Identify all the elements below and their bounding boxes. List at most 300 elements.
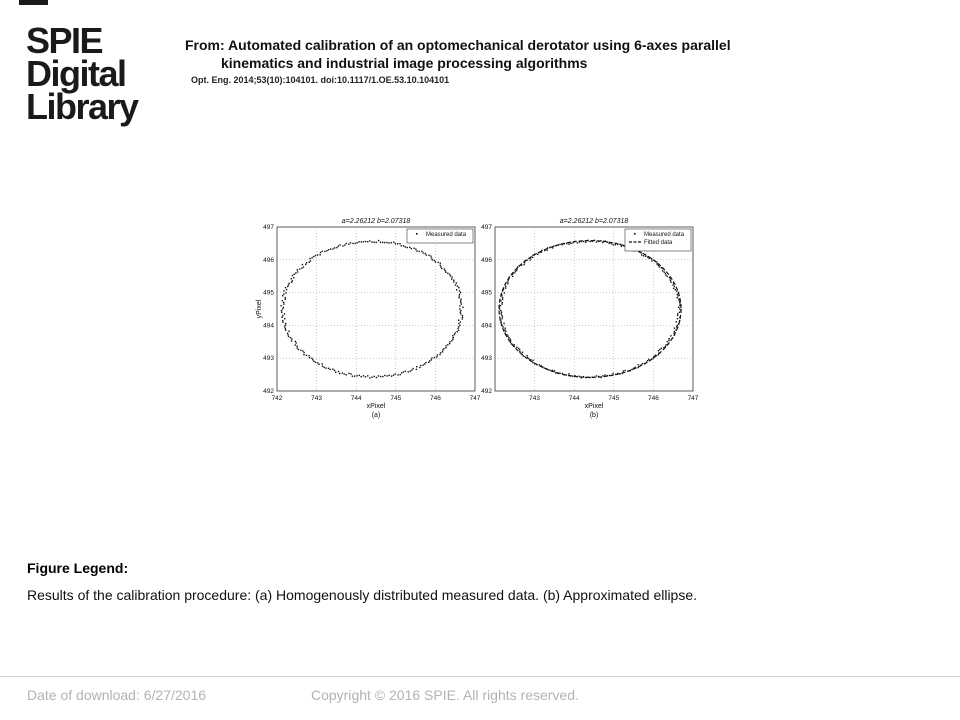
measured-data-point — [502, 302, 503, 303]
measured-data-point — [282, 300, 283, 301]
measured-data-point — [285, 325, 286, 326]
measured-data-point — [283, 294, 284, 295]
measured-data-point — [415, 249, 416, 250]
measured-data-point — [677, 315, 678, 316]
measured-data-point — [500, 305, 501, 306]
measured-data-point — [504, 329, 505, 330]
measured-data-point — [380, 242, 381, 243]
measured-data-point — [676, 321, 677, 322]
measured-data-point — [412, 368, 413, 369]
measured-data-point — [409, 247, 410, 248]
measured-data-point — [677, 313, 678, 314]
y-tick-label: 497 — [481, 224, 492, 231]
measured-data-point — [519, 349, 520, 350]
measured-data-point — [447, 273, 448, 274]
x-tick-label: 746 — [429, 395, 441, 402]
measured-data-point — [343, 373, 344, 374]
measured-data-point — [507, 335, 508, 336]
spie-digital-library-logo — [26, 20, 150, 127]
measured-data-point — [315, 362, 316, 363]
measured-data-point — [678, 307, 679, 308]
measured-data-point — [429, 360, 430, 361]
legend-swatch-measured — [634, 233, 636, 235]
measured-data-point — [450, 275, 451, 276]
measured-data-point — [293, 277, 294, 278]
measured-data-point — [391, 242, 392, 243]
measured-data-point — [371, 241, 372, 242]
x-tick-label: 746 — [647, 395, 659, 402]
measured-data-point — [522, 352, 523, 353]
measured-data-point — [505, 328, 506, 329]
measured-data-point — [295, 272, 296, 273]
citation: Opt. Eng. 2014;53(10):104101. doi:10.1117/1.OE.53.10.104101 — [191, 75, 450, 85]
measured-data-point — [405, 371, 406, 372]
measured-data-point — [328, 249, 329, 250]
measured-data-point — [285, 299, 286, 300]
measured-data-point — [440, 352, 441, 353]
measured-data-point — [459, 308, 460, 309]
measured-data-point — [455, 332, 456, 333]
measured-data-point — [665, 346, 666, 347]
measured-data-point — [401, 372, 402, 373]
legend-entry: Measured data — [426, 232, 467, 238]
measured-data-point — [442, 349, 443, 350]
measured-data-point — [442, 351, 443, 352]
measured-data-point — [284, 318, 285, 319]
measured-data-point — [297, 269, 298, 270]
measured-data-point — [445, 345, 446, 346]
measured-data-point — [283, 307, 284, 308]
measured-data-point — [674, 286, 675, 287]
measured-data-point — [459, 325, 460, 326]
measured-data-point — [462, 315, 463, 316]
x-tick-label: 747 — [469, 395, 481, 402]
y-tick-label: 496 — [263, 256, 274, 264]
measured-data-point — [280, 305, 281, 306]
measured-data-point — [679, 312, 680, 313]
measured-data-point — [643, 255, 644, 256]
measured-data-point — [677, 295, 678, 296]
measured-data-point — [637, 364, 638, 365]
measured-data-point — [350, 242, 351, 243]
measured-data-point — [459, 295, 460, 296]
measured-data-point — [430, 256, 431, 257]
measured-data-point — [393, 375, 394, 376]
measured-data-point — [416, 250, 417, 251]
footer-divider — [0, 676, 960, 677]
measured-data-point — [284, 326, 285, 327]
measured-data-point — [298, 349, 299, 350]
measured-data-point — [508, 337, 509, 338]
measured-data-point — [579, 241, 580, 242]
measured-data-point — [596, 241, 597, 242]
y-tick-label: 494 — [481, 322, 492, 330]
measured-data-point — [303, 352, 304, 353]
x-tick-label: 745 — [390, 395, 402, 402]
measured-data-point — [342, 372, 343, 373]
measured-data-point — [419, 367, 420, 368]
measured-data-point — [457, 286, 458, 287]
measured-data-point — [670, 335, 671, 336]
y-tick-label: 492 — [263, 388, 274, 395]
y-tick-label: 493 — [481, 355, 492, 363]
measured-data-point — [321, 363, 322, 364]
measured-data-point — [462, 307, 463, 308]
measured-data-point — [507, 281, 508, 282]
measured-data-point — [395, 373, 396, 374]
measured-data-point — [426, 254, 427, 255]
y-tick-label: 497 — [263, 224, 274, 231]
measured-data-point — [432, 259, 433, 260]
measured-data-point — [395, 243, 396, 244]
measured-data-point — [356, 242, 357, 243]
measured-data-point — [388, 375, 389, 376]
measured-data-point — [425, 362, 426, 363]
measured-data-point — [291, 278, 292, 279]
measured-data-point — [670, 280, 671, 281]
measured-data-point — [449, 274, 450, 275]
x-tick-label: 747 — [687, 395, 699, 402]
measured-data-point — [431, 357, 432, 358]
measured-data-point — [411, 248, 412, 249]
legend-entry: Measured data — [644, 232, 685, 238]
measured-data-point — [369, 240, 370, 241]
measured-data-point — [335, 372, 336, 373]
measured-data-point — [386, 375, 387, 376]
measured-data-point — [631, 369, 632, 370]
measured-data-point — [306, 355, 307, 356]
measured-data-point — [299, 268, 300, 269]
measured-data-point — [303, 354, 304, 355]
measured-data-point — [676, 297, 677, 298]
measured-data-point — [458, 330, 459, 331]
corner-mark — [19, 0, 48, 5]
measured-data-point — [458, 287, 459, 288]
measured-data-point — [668, 340, 669, 341]
measured-data-point — [460, 298, 461, 299]
measured-data-point — [577, 242, 578, 243]
measured-data-point — [373, 376, 374, 377]
measured-data-point — [665, 273, 666, 274]
panel-a — [256, 218, 481, 419]
measured-data-point — [431, 359, 432, 360]
measured-data-point — [295, 344, 296, 345]
measured-data-point — [621, 246, 622, 247]
x-axis-label: xPixel — [584, 403, 604, 410]
measured-data-point — [452, 335, 453, 336]
measured-data-point — [411, 369, 412, 370]
download-date: Date of download: 6/27/2016 — [27, 687, 207, 703]
measured-data-point — [292, 275, 293, 276]
measured-data-point — [350, 373, 351, 374]
measured-data-point — [348, 373, 349, 374]
measured-data-point — [670, 278, 671, 279]
measured-data-point — [449, 343, 450, 344]
measured-data-point — [309, 258, 310, 259]
measured-data-point — [441, 268, 442, 269]
measured-data-point — [422, 252, 423, 253]
measured-data-point — [510, 342, 511, 343]
measured-data-point — [505, 287, 506, 288]
measured-data-point — [328, 368, 329, 369]
measured-data-point — [566, 243, 567, 244]
measured-data-point — [292, 280, 293, 281]
measured-data-point — [673, 288, 674, 289]
measured-data-point — [363, 241, 364, 242]
measured-data-point — [460, 321, 461, 322]
measured-data-point — [294, 274, 295, 275]
x-axis-label: xPixel — [366, 403, 386, 410]
measured-data-point — [399, 243, 400, 244]
measured-data-point — [677, 325, 678, 326]
y-tick-label: 494 — [263, 322, 274, 330]
copyright-notice: Copyright © 2016 SPIE. All rights reserved. — [311, 687, 579, 703]
panel-title: a=2.26212 b=2.07318 — [341, 218, 411, 225]
measured-data-point — [326, 250, 327, 251]
x-tick-label: 743 — [529, 395, 541, 402]
measured-data-point — [281, 312, 282, 313]
measured-data-point — [677, 318, 678, 319]
measured-data-point — [451, 276, 452, 277]
figure-image — [255, 208, 705, 432]
title-line-1: From: Automated calibration of an optomechanical derotator using 6-axes parallel — [185, 37, 731, 53]
measured-data-point — [345, 374, 346, 375]
measured-data-point — [658, 350, 659, 351]
measured-data-point — [453, 280, 454, 281]
measured-data-point — [330, 248, 331, 249]
measured-data-point — [431, 257, 432, 258]
measured-data-point — [453, 281, 454, 282]
measured-data-point — [288, 331, 289, 332]
measured-data-point — [336, 247, 337, 248]
measured-data-point — [425, 253, 426, 254]
measured-data-point — [436, 356, 437, 357]
measured-data-point — [408, 371, 409, 372]
measured-data-point — [317, 362, 318, 363]
measured-data-point — [405, 246, 406, 247]
figure-legend-text: Results of the calibration procedure: (a) Homogenously distributed measured data. (b) Approximated ellipse. — [27, 587, 698, 603]
measured-data-point — [358, 241, 359, 242]
title-line-2: kinematics and industrial image processing algorithms — [221, 55, 588, 71]
measured-data-point — [612, 373, 613, 374]
measured-data-point — [604, 374, 605, 375]
measured-data-point — [410, 371, 411, 372]
measured-data-point — [338, 246, 339, 247]
measured-data-point — [458, 320, 459, 321]
measured-data-point — [505, 331, 506, 332]
measured-data-point — [354, 243, 355, 244]
measured-data-point — [282, 321, 283, 322]
measured-data-point — [451, 340, 452, 341]
logo-line-3: Library — [26, 86, 138, 127]
measured-data-point — [674, 327, 675, 328]
measured-data-point — [287, 333, 288, 334]
panel-b — [481, 218, 699, 419]
measured-data-point — [313, 361, 314, 362]
measured-data-point — [445, 347, 446, 348]
measured-data-point — [306, 262, 307, 263]
measured-data-point — [515, 271, 516, 272]
measured-data-point — [503, 323, 504, 324]
measured-data-point — [501, 315, 502, 316]
measured-data-point — [455, 284, 456, 285]
measured-data-point — [283, 302, 284, 303]
measured-data-point — [291, 338, 292, 339]
measured-data-point — [434, 357, 435, 358]
measured-data-point — [397, 374, 398, 375]
measured-data-point — [282, 315, 283, 316]
measured-data-point — [380, 376, 381, 377]
measured-data-point — [459, 294, 460, 295]
measured-data-point — [308, 262, 309, 263]
measured-data-point — [367, 375, 368, 376]
measured-data-point — [457, 331, 458, 332]
measured-data-point — [317, 254, 318, 255]
measured-data-point — [291, 340, 292, 341]
measured-data-point — [313, 256, 314, 257]
measured-data-point — [679, 308, 680, 309]
measured-data-point — [665, 274, 666, 275]
measured-data-point — [523, 355, 524, 356]
measured-data-point — [672, 284, 673, 285]
measured-data-point — [457, 328, 458, 329]
measured-data-point — [303, 266, 304, 267]
measured-data-point — [346, 243, 347, 244]
logo-line-1: SPIE — [26, 20, 103, 61]
measured-data-point — [376, 242, 377, 243]
measured-data-point — [323, 367, 324, 368]
measured-data-point — [647, 360, 648, 361]
measured-data-point — [369, 377, 370, 378]
measured-data-point — [291, 282, 292, 283]
measured-data-point — [339, 244, 340, 245]
measured-data-point — [662, 270, 663, 271]
measured-data-point — [305, 264, 306, 265]
measured-data-point — [579, 376, 580, 377]
measured-data-point — [437, 354, 438, 355]
measured-data-point — [502, 326, 503, 327]
measured-data-point — [295, 342, 296, 343]
measured-data-point — [615, 244, 616, 245]
measured-data-point — [388, 242, 389, 243]
measured-data-point — [661, 267, 662, 268]
measured-data-point — [401, 245, 402, 246]
measured-data-point — [407, 247, 408, 248]
measured-data-point — [378, 240, 379, 241]
x-tick-label: 742 — [271, 395, 283, 402]
panel-caption: (a) — [371, 412, 381, 419]
measured-data-point — [365, 376, 366, 377]
measured-data-point — [651, 260, 652, 261]
measured-data-point — [445, 272, 446, 273]
measured-data-point — [352, 376, 353, 377]
measured-data-point — [416, 369, 417, 370]
measured-data-point — [295, 341, 296, 342]
measured-data-point — [373, 241, 374, 242]
x-tick-label: 745 — [608, 395, 620, 402]
measured-data-point — [361, 376, 362, 377]
measured-data-point — [334, 370, 335, 371]
measured-data-point — [460, 313, 461, 314]
measured-data-point — [447, 344, 448, 345]
measured-data-point — [443, 348, 444, 349]
measured-data-point — [452, 339, 453, 340]
measured-data-point — [342, 245, 343, 246]
measured-data-point — [420, 365, 421, 366]
measured-data-point — [568, 373, 569, 374]
measured-data-point — [667, 341, 668, 342]
measured-data-point — [435, 261, 436, 262]
measured-data-point — [523, 264, 524, 265]
measured-data-point — [363, 375, 364, 376]
measured-data-point — [501, 318, 502, 319]
measured-data-point — [283, 290, 284, 291]
measured-data-point — [596, 375, 597, 376]
measured-data-point — [315, 255, 316, 256]
measured-data-point — [659, 349, 660, 350]
measured-data-point — [376, 377, 377, 378]
measured-data-point — [623, 370, 624, 371]
measured-data-point — [439, 354, 440, 355]
measured-data-point — [287, 334, 288, 335]
measured-data-point — [449, 341, 450, 342]
measured-data-point — [321, 251, 322, 252]
measured-data-point — [500, 310, 501, 311]
measured-data-point — [359, 375, 360, 376]
measured-data-point — [318, 364, 319, 365]
measured-data-point — [568, 243, 569, 244]
measured-data-point — [302, 350, 303, 351]
measured-data-point — [365, 241, 366, 242]
measured-data-point — [510, 338, 511, 339]
legend-entry: Fitted data — [644, 240, 673, 246]
y-tick-label: 492 — [481, 388, 492, 395]
panel-title: a=2.26212 b=2.07318 — [559, 218, 629, 225]
measured-data-point — [382, 376, 383, 377]
measured-data-point — [516, 347, 517, 348]
measured-data-point — [338, 371, 339, 372]
measured-data-point — [656, 263, 657, 264]
measured-data-point — [282, 308, 283, 309]
plot-frame — [277, 227, 475, 391]
measured-data-point — [585, 241, 586, 242]
measured-data-point — [281, 310, 282, 311]
measured-data-point — [440, 265, 441, 266]
x-tick-label: 743 — [311, 395, 323, 402]
measured-data-point — [354, 375, 355, 376]
measured-data-point — [284, 313, 285, 314]
measured-data-point — [283, 303, 284, 304]
measured-data-point — [428, 362, 429, 363]
plot-frame — [495, 227, 693, 391]
x-tick-label: 744 — [350, 395, 362, 402]
measured-data-point — [282, 295, 283, 296]
measured-data-point — [647, 256, 648, 257]
y-tick-label: 493 — [263, 355, 274, 363]
measured-data-point — [428, 255, 429, 256]
legend-swatch-measured — [416, 233, 418, 235]
measured-data-point — [397, 243, 398, 244]
measured-data-point — [499, 308, 500, 309]
y-tick-label: 495 — [481, 289, 492, 297]
measured-data-point — [460, 302, 461, 303]
measured-data-point — [309, 357, 310, 358]
measured-data-point — [334, 247, 335, 248]
measured-data-point — [287, 286, 288, 287]
measured-data-point — [384, 375, 385, 376]
measured-data-point — [285, 287, 286, 288]
measured-data-point — [501, 303, 502, 304]
